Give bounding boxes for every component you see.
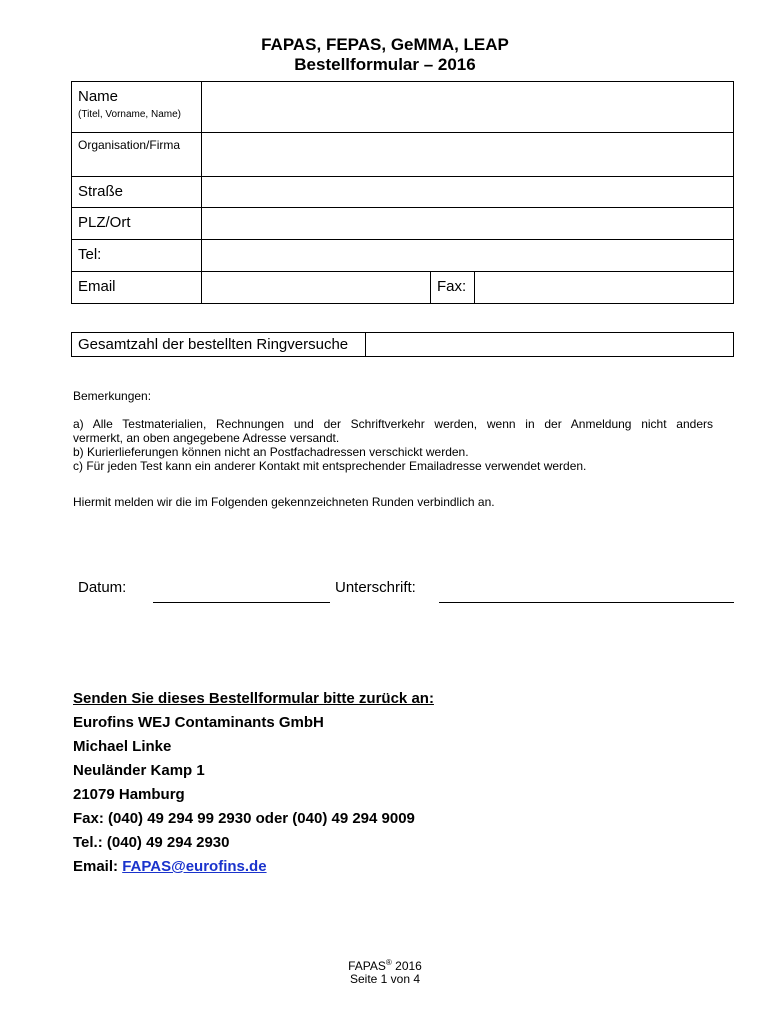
remarks-heading: Bemerkungen: — [73, 389, 152, 403]
email-link[interactable]: FAPAS@eurofins.de — [122, 858, 267, 875]
organisation-field[interactable] — [202, 133, 734, 177]
street-label-cell — [72, 177, 202, 208]
phone-label-cell — [72, 240, 202, 272]
fax-label: Fax: — [437, 278, 467, 295]
organisation-row — [72, 133, 734, 177]
fax-numbers: Fax: (040) 49 294 99 2930 oder (040) 49 294 9009 — [73, 810, 415, 827]
fax-label-cell — [431, 272, 475, 304]
organisation-label-cell — [72, 133, 202, 177]
remark-a-line1: a) Alle Testmaterialien, Rechnungen und der Schriftverkehr werden, wenn in der Anmeldung nicht anders — [73, 417, 713, 431]
total-orders-row — [72, 333, 734, 357]
footer-brand-line — [0, 958, 770, 973]
email-fax-row — [72, 272, 734, 304]
form-title: FAPAS, FEPAS, GeMMA, LEAP — [261, 35, 509, 54]
zip-city-label: PLZ/Ort — [78, 214, 131, 231]
remark-b: b) Kurierlieferungen können nicht an Postfachadressen verschickt werden. — [73, 445, 469, 459]
name-field[interactable] — [202, 82, 734, 133]
email-prefix: Email: — [73, 858, 123, 875]
email-label: Email — [78, 278, 116, 295]
zip-city-label-cell — [72, 208, 202, 240]
footer-year: 2016 — [391, 959, 422, 973]
email-label-cell — [72, 272, 202, 304]
city-address: 21079 Hamburg — [73, 786, 185, 803]
total-orders-label: Gesamtzahl der bestellten Ringversuche — [72, 333, 366, 357]
signature-label: Unterschrift: — [335, 579, 416, 596]
street-label: Straße — [78, 183, 124, 200]
street-row — [72, 177, 734, 208]
street-address: Neuländer Kamp 1 — [73, 762, 205, 779]
contact-person: Michael Linke — [73, 738, 172, 755]
fax-field[interactable] — [475, 272, 734, 304]
name-sublabel: (Titel, Vorname, Name) — [78, 109, 181, 120]
contact-details-table — [71, 81, 734, 304]
total-orders-table — [71, 332, 734, 357]
phone-field[interactable] — [202, 240, 734, 272]
registration-statement: Hiermit melden wir die im Folgenden gekennzeichneten Runden verbindlich an. — [73, 495, 495, 509]
registered-mark: ® — [385, 958, 392, 967]
zip-city-row — [72, 208, 734, 240]
remarks-list — [73, 417, 713, 473]
company-name: Eurofins WEJ Contaminants GmbH — [73, 714, 324, 731]
email-field[interactable] — [202, 272, 431, 304]
return-address-heading: Senden Sie dieses Bestellformular bitte zurück an: — [73, 690, 434, 707]
phone-label: Tel: — [78, 246, 102, 263]
date-label: Datum: — [78, 579, 127, 596]
remark-a-line2: vermerkt, an oben angegebene Adresse versandt. — [73, 431, 340, 445]
email-line — [73, 858, 267, 875]
zip-city-field[interactable] — [202, 208, 734, 240]
form-subtitle: Bestellformular – 2016 — [294, 55, 476, 74]
footer-brand: FAPAS — [348, 959, 386, 973]
street-field[interactable] — [202, 177, 734, 208]
date-line[interactable] — [153, 602, 330, 603]
phone-number: Tel.: (040) 49 294 2930 — [73, 834, 230, 851]
signature-line[interactable] — [439, 602, 734, 603]
total-orders-field[interactable] — [366, 333, 734, 357]
name-label: Name — [78, 88, 119, 105]
phone-row — [72, 240, 734, 272]
page-number: Seite 1 von 4 — [349, 972, 421, 986]
remark-c: c) Für jeden Test kann ein anderer Kontakt mit entsprechender Emailadresse verwendet werden. — [73, 459, 587, 473]
organisation-label: Organisation/Firma — [78, 138, 181, 152]
name-row — [72, 82, 734, 133]
name-label-cell — [72, 82, 202, 133]
